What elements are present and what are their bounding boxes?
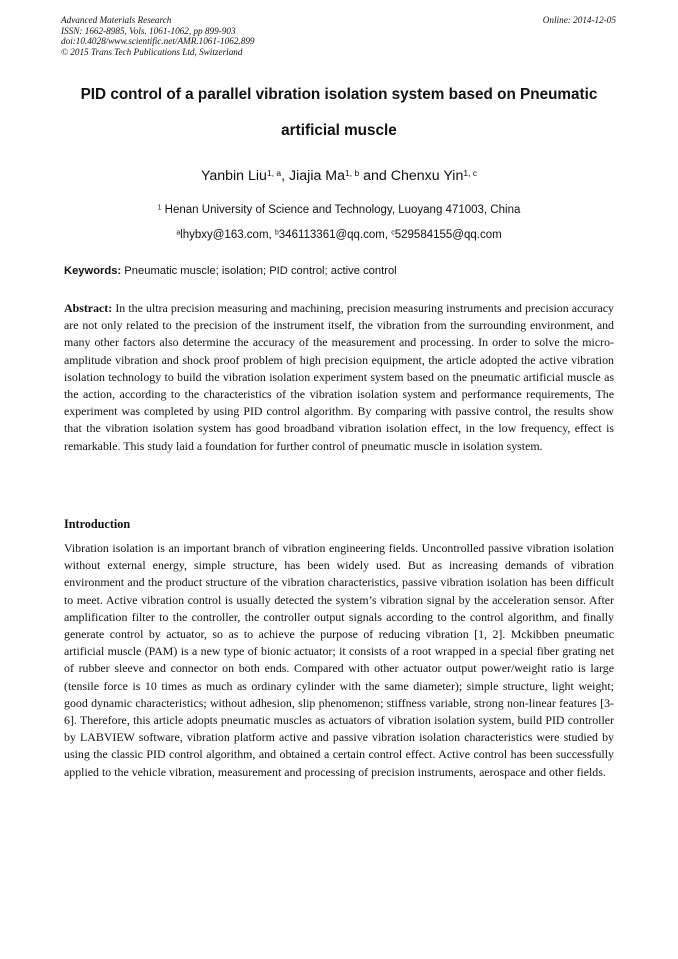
abstract-text: In the ultra precision measuring and machining, precision measuring instruments and precision accuracy are not only related to the precision of the instrument itself, the vibration from the surrounding environment, and many other factors also determine the accuracy of the measurement and processing. In order to solve the micro-amplitude vibration and shock proof problem of high precision equipment, the article adopted the active vibration isolation technology to build the vibration isolation experiment system based on the pneumatic artificial muscle as the action, according to the characteristics of the vibration isolation system and performance requirements, The experiment was completed by using PID control algorithm. By comparing with passive control, the results show that the vibration isolation system has good broadband vibration isolation effect, in the low frequency, effect is remarkable. This study laid a foundation for further control of pneumatic muscle in isolation system. bbox=[64, 301, 614, 453]
author-separator: and bbox=[359, 168, 391, 184]
keywords-text: Pneumatic muscle; isolation; PID control; active control bbox=[121, 265, 397, 277]
journal-header bbox=[61, 15, 255, 57]
keywords-label: Keywords: bbox=[64, 265, 122, 277]
author-list bbox=[50, 167, 628, 185]
affiliation bbox=[50, 202, 628, 218]
abstract-label: Abstract: bbox=[64, 301, 113, 315]
email-mark: b bbox=[274, 229, 279, 237]
author-affiliation-mark: 1, a bbox=[266, 167, 282, 178]
author-affiliation-mark: 1, c bbox=[463, 167, 478, 178]
introduction-paragraph: Vibration isolation is an important branch of vibration engineering fields. Uncontrolled passive vibration isolation without external energy, simple structure, has been widely used. But as increasing demands of vibration environment and the product structure of the vibration characteristics, passive vibration isolation has been difficult to meet. Active vibration control is usually detected the system’s vibration signal by the acceleration sensor. After amplification filter to the controller, the controller output signals according to the control algorithm, and finally generate control by actuator, so as to achieve the purpose of reducing vibration [1, 2]. Mckibben pneumatic artificial muscle (PAM) is a new type of bionic actuator; it consists of a root wrapped in a special fiber grating net of rubber sleeve and connector on both ends. Compared with other actuator output power/weight ratio is large (tensile force is 10 times as much as ordinary cylinder with the same diameter); simple structure, light weight; good dynamic characteristics; without adhesion, slip phenomenon; stiffness variable, strong non-linear features [3-6]. Therefore, this article adopts pneumatic muscles as actuators of vibration isolation system, build PID controller by LABVIEW software, vibration platform active and passive vibration isolation characteristics were studied by using the classic PID control algorithm, and obtained a certain control effect. Active control has been successfully applied to the vehicle vibration, measurement and processing of precision instruments, aerospace and other fields. bbox=[64, 541, 614, 779]
email-address[interactable]: 346113361@qq.com bbox=[278, 229, 385, 241]
copyright-line: © 2015 Trans Tech Publications Ltd, Switzerland bbox=[61, 46, 243, 57]
email-mark: c bbox=[391, 229, 395, 237]
email-address[interactable]: 529584155@qq.com bbox=[394, 229, 502, 241]
journal-name: Advanced Materials Research bbox=[61, 15, 172, 25]
author-name: Jiajia Ma bbox=[289, 168, 346, 184]
author-name: Yanbin Liu bbox=[200, 168, 267, 184]
section-heading-introduction: Introduction bbox=[64, 517, 131, 531]
title-line-2: artificial muscle bbox=[281, 122, 397, 139]
issn-line: ISSN: 1662-8985, Vols. 1061-1062, pp 899-903 bbox=[61, 25, 236, 36]
author-name: Chenxu Yin bbox=[390, 168, 464, 184]
author-separator: , bbox=[281, 168, 290, 184]
affiliation-mark: 1 bbox=[157, 204, 162, 212]
online-date: Online: 2014-12-05 bbox=[542, 15, 616, 25]
paper-title bbox=[50, 87, 628, 138]
keywords bbox=[64, 263, 614, 279]
affiliation-text: Henan University of Science and Technology, Luoyang 471003, China bbox=[161, 204, 521, 216]
email-mark: a bbox=[176, 229, 181, 237]
email-separator: , bbox=[384, 229, 392, 241]
title-line-1: PID control of a parallel vibration isolation system based on Pneumatic bbox=[80, 86, 598, 103]
abstract bbox=[64, 300, 614, 455]
email-separator: , bbox=[268, 229, 275, 241]
doi-line: doi:10.4028/www.scientific.net/AMR.1061-1062.899 bbox=[61, 36, 255, 47]
email-list bbox=[50, 227, 628, 243]
author-affiliation-mark: 1, b bbox=[345, 167, 360, 178]
email-address[interactable]: lhybxy@163.com bbox=[180, 229, 269, 241]
